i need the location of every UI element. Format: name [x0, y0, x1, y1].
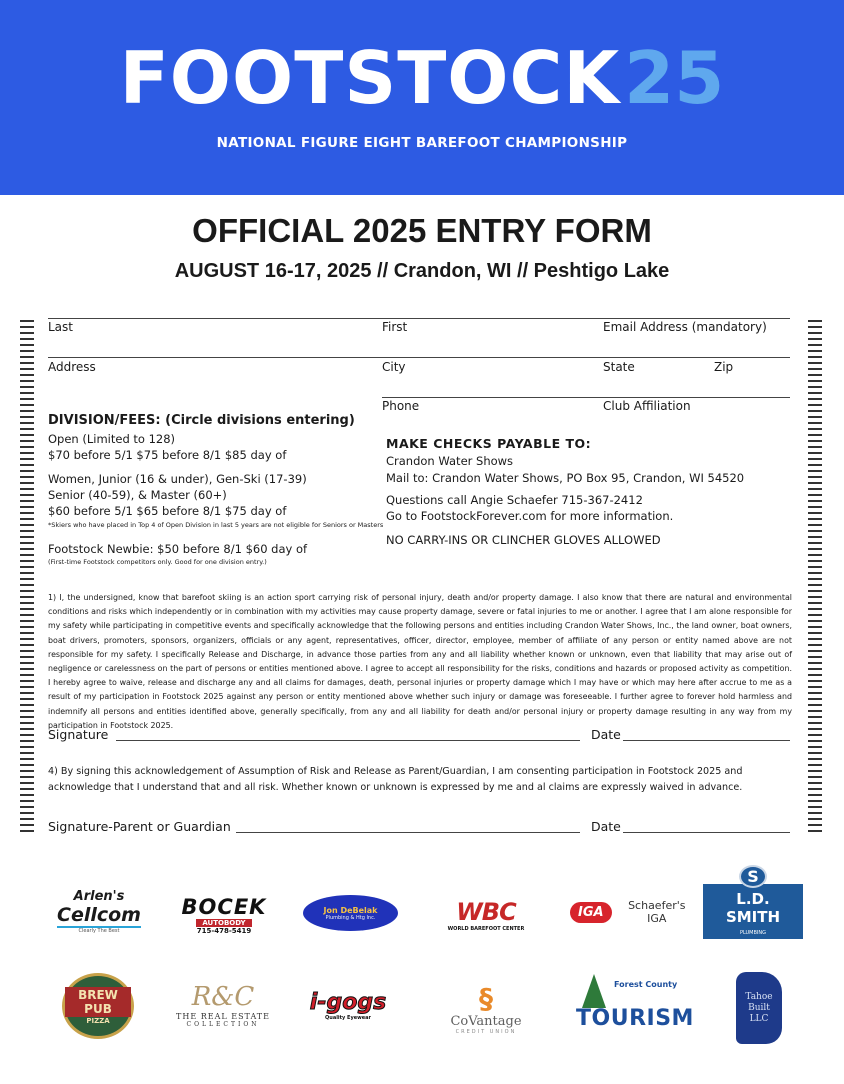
- parent-signature-label: Signature-Parent or Guardian: [48, 819, 231, 834]
- ldsmith-main: L.D. SMITH: [703, 884, 803, 930]
- footstock-logo: [0, 36, 844, 120]
- women-fees: $60 before 5/1 $65 before 8/1 $75 day of: [48, 504, 287, 518]
- cellcom-tag: Clearly The Best: [78, 927, 120, 934]
- field-line-name[interactable]: [48, 318, 790, 319]
- iga-name: Schaefer's IGA: [628, 899, 686, 925]
- equipment-notice: NO CARRY-INS OR CLINCHER GLOVES ALLOWED: [386, 533, 661, 547]
- city-label: City: [382, 360, 406, 374]
- date-label: Date: [591, 727, 621, 742]
- wbc-logo: [436, 895, 536, 935]
- cellcom-main: Cellcom: [57, 903, 141, 926]
- payee: Crandon Water Shows: [386, 454, 514, 468]
- real-estate-logo: [164, 970, 282, 1040]
- parent-date-label: Date: [591, 819, 621, 834]
- igogs-main: i-gogs: [309, 989, 387, 1015]
- last-label: Last: [48, 320, 73, 334]
- debelak-main: Jon DeBelak: [323, 905, 378, 915]
- brewpub-sub: PIZZA: [86, 1017, 110, 1025]
- division-heading: DIVISION/FEES: (Circle divisions entering): [48, 413, 355, 428]
- debelak-logo: [303, 895, 398, 931]
- newbie-division[interactable]: Footstock Newbie: $50 before 8/1 $60 day of: [48, 542, 308, 556]
- wbc-main: WBC: [456, 898, 516, 926]
- wbc-sub: WORLD BAREFOOT CENTER: [447, 926, 525, 932]
- ldsmith-badge: S: [739, 865, 767, 888]
- covantage-logo: [440, 975, 532, 1043]
- brewpub-logo: [58, 970, 138, 1042]
- bocek-phone: 715-478-5419: [196, 927, 252, 935]
- tagline: NATIONAL FIGURE EIGHT BAREFOOT CHAMPIONSHIP: [216, 135, 628, 151]
- real-estate-line1: THE REAL ESTATE: [176, 1012, 270, 1021]
- bocek-logo: [178, 893, 270, 937]
- mail-address: Mail to: Crandon Water Shows, PO Box 95, Crandon, WI 54520: [386, 471, 745, 485]
- bocek-main: BOCEK: [181, 895, 267, 919]
- club-label: Club Affiliation: [603, 399, 691, 413]
- iga-logo: [570, 898, 696, 926]
- form-title: OFFICIAL 2025 ENTRY FORM: [192, 212, 652, 249]
- tahoe-line1: Tahoe: [745, 991, 773, 1002]
- igogs-sub: Quality Eyewear: [325, 1014, 371, 1021]
- debelak-sub: Plumbing & Htg Inc.: [325, 914, 376, 921]
- tahoe-line3: LLC: [749, 1013, 769, 1024]
- waiver-text: 1) I, the undersigned, know that barefoot skiing is an action sport carrying risk of personal injury, death and/or property damage. I also know that there are natural and environmental conditions and risks which independently or in combination with my activities may cause property damage, severe or fatal injuries to me or another. I agree that I am alone responsible for my safety while participating in competitive events and specifically acknowledge that the following persons and entities including Crandon Water Shows, Inc., the land owner, boat owners, boat drivers, promoters, sponsors, organizers, officials or any agent, representatives, officer, director, employee, member of affiliate of any person or entity named above are not responsible for my safety. I specifically Release and Discharge, in advance those parties from any and all liability whether known or unknown, even that liability that may arise out of negligence or carelessness on the part of persons or entities mentioned above. I agree to accept all responsibility for the risks, conditions and hazards or proposed activity as competition. I hereby agree to waive, release and discharge any and all claims for damages, death, personal injuries or property damage which I may have or which may here after accrue to me as a result of my participation in Footstock 2025 against any person or entity mentioned above whether such injury or damage was foreseeable. I further agree to forever hold harmless and indemnify all persons and entities identified above, generally specifically, from any and all liability for death and/or personal injury or property damage resulting in any way from my participation in Footstock 2025.: [48, 593, 792, 730]
- tourism-top: Forest County: [614, 980, 678, 989]
- eligibility-note: *Skiers who have placed in Top 4 of Open Division in last 5 years are not eligible for Seniors or Masters: [48, 521, 384, 529]
- open-division[interactable]: Open (Limited to 128): [48, 432, 176, 446]
- covantage-swirl-icon: §: [479, 981, 493, 1015]
- left-tear-marks: [20, 320, 34, 832]
- real-estate-line2: COLLECTION: [186, 1021, 260, 1028]
- real-estate-mark: R&C: [191, 982, 255, 1012]
- email-label: Email Address (mandatory): [603, 320, 767, 334]
- bocek-sub: AUTOBODY: [196, 919, 251, 927]
- parent-consent-text: 4) By signing this acknowledgement of Assumption of Risk and Release as Parent/Guardian, I am consenting participation in Footstock 2025 and acknowledge that I understand that and all risk. Whether known or unknown is expressed by me and al claims are expressly waived in advance.: [48, 766, 743, 793]
- tahoe-line2: Built: [748, 1002, 770, 1013]
- header-banner: [0, 0, 844, 195]
- field-line-address[interactable]: [48, 357, 790, 358]
- senior-division[interactable]: Senior (40-59), & Master (60+): [48, 488, 227, 502]
- logo-word: FOOTSTOCK: [119, 36, 621, 120]
- state-label: State: [603, 360, 635, 374]
- ldsmith-sub: PLUMBING: [703, 930, 803, 939]
- tahoe-logo: [736, 972, 782, 1044]
- ldsmith-logo: [703, 867, 803, 937]
- igogs-logo: [300, 985, 396, 1025]
- form-subtitle: AUGUST 16-17, 2025 // Crandon, WI // Peshtigo Lake: [174, 260, 670, 282]
- address-label: Address: [48, 360, 96, 374]
- signature-label: Signature: [48, 727, 109, 742]
- tourism-main: TOURISM: [576, 1006, 694, 1031]
- covantage-main: CoVantage: [450, 1013, 522, 1029]
- logo-number: 25: [624, 36, 725, 120]
- website-info: Go to FootstockForever.com for more information.: [386, 509, 674, 523]
- right-tear-marks: [808, 320, 822, 832]
- cellcom-top: Arlen's: [73, 888, 125, 904]
- signature-line[interactable]: [116, 740, 580, 741]
- brewpub-badge: [62, 973, 134, 1039]
- first-label: First: [382, 320, 408, 334]
- cellcom-logo: [52, 886, 146, 936]
- checks-heading: MAKE CHECKS PAYABLE TO:: [386, 436, 592, 451]
- brewpub-main: BREW PUB: [65, 987, 131, 1017]
- pine-tree-icon: [582, 974, 606, 1008]
- parent-date-line[interactable]: [623, 832, 790, 833]
- women-division[interactable]: Women, Junior (16 & under), Gen-Ski (17-39): [48, 472, 307, 486]
- parent-signature-line[interactable]: [236, 832, 580, 833]
- iga-badge: IGA: [570, 902, 612, 923]
- open-fees: $70 before 5/1 $75 before 8/1 $85 day of: [48, 448, 287, 462]
- phone-label: Phone: [382, 399, 420, 413]
- field-line-phone[interactable]: [382, 397, 790, 398]
- zip-label: Zip: [714, 360, 734, 374]
- covantage-sub: CREDIT UNION: [455, 1028, 517, 1035]
- date-line[interactable]: [623, 740, 790, 741]
- newbie-note: (First-time Footstock competitors only. Good for one division entry.): [48, 558, 267, 566]
- tourism-logo: [572, 972, 694, 1046]
- questions-contact: Questions call Angie Schaefer 715-367-2412: [386, 493, 643, 507]
